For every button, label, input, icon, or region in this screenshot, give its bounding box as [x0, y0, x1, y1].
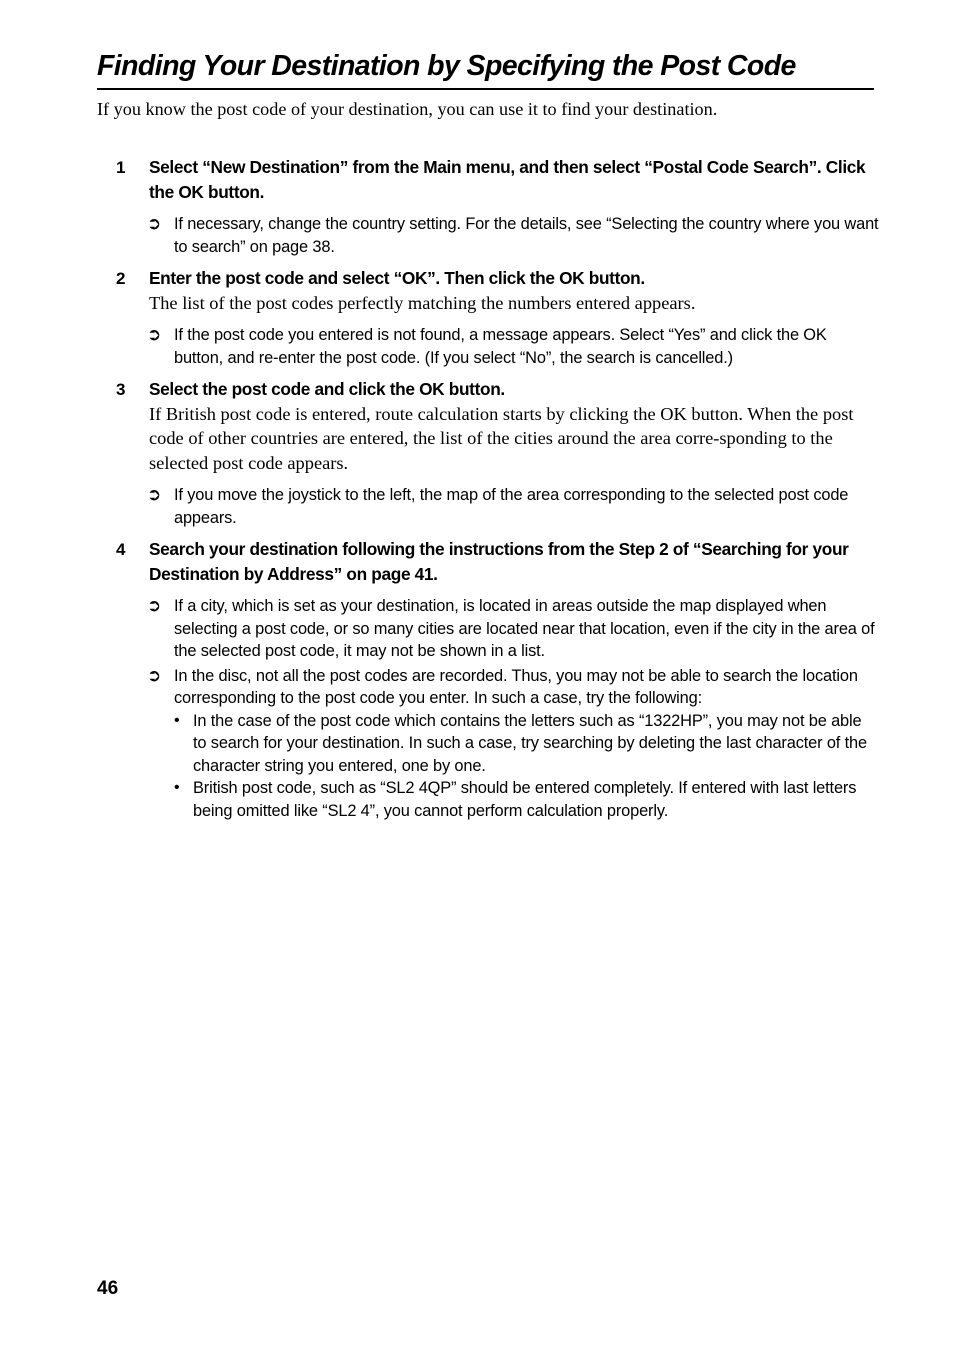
step-heading: Select the post code and click the OK button.: [149, 379, 505, 399]
list-item: [174, 710, 879, 778]
note-text: If you move the joystick to the left, the map of the area corresponding to the selected post code appears.: [174, 486, 849, 527]
note-text: [174, 665, 879, 823]
step-4: [0, 537, 954, 822]
note-text-body: In the disc, not all the post codes are recorded. Thus, you may not be able to search the location corresponding to the post code you enter. In such a case, try the following:: [174, 666, 858, 707]
right-hook-arrow-icon: ➲: [147, 485, 162, 505]
bullet-icon: •: [174, 711, 180, 729]
bullet-text: British post code, such as “SL2 4QP” should be entered completely. If entered with last letters being omitted like “SL2 4”, you cannot perform calculation properly.: [193, 779, 857, 820]
steps-list: [0, 154, 954, 830]
bullet-text: In the case of the post code which contains the letters such as “1322HP”, you may not be able to search for your destination. In such a case, try searching by deleting the last character of the character string you entered, one by one.: [193, 711, 867, 775]
note-text: If the post code you entered is not found, a message appears. Select “Yes” and click the OK button, and re-enter the post code. (If you select “No”, the search is cancelled.): [174, 326, 827, 367]
step-heading: Search your destination following the instructions from the Step 2 of “Searching for your Destination by Address” on page 41.: [149, 539, 849, 584]
page-title: Finding Your Destination by Specifying the Post Code: [97, 46, 874, 90]
note-text: If necessary, change the country setting. For the details, see “Selecting the country where you want to search” on page 38.: [174, 215, 879, 256]
step-2: [0, 266, 954, 369]
step-1: [0, 155, 954, 258]
step-number: 1: [116, 158, 126, 177]
step-number: 4: [116, 540, 126, 559]
step-3: [0, 377, 954, 529]
note: [149, 484, 879, 529]
right-hook-arrow-icon: ➲: [147, 596, 162, 616]
page-number: 46: [97, 1278, 119, 1299]
step-description: If British post code is entered, route calculation starts by clicking the OK button. When the post code of other countries are entered, the list of the cities around the area corre-sponding to the selected post code appears.: [149, 403, 854, 473]
right-hook-arrow-icon: ➲: [147, 214, 162, 234]
intro-paragraph: If you know the post code of your destination, you can use it to find your destination.: [97, 99, 718, 119]
note: [149, 324, 879, 369]
note: [149, 595, 879, 663]
bullet-icon: •: [174, 779, 180, 796]
step-number: 3: [116, 380, 126, 399]
step-heading: Select “New Destination” from the Main menu, and then select “Postal Code Search”. Click the OK button.: [149, 157, 866, 202]
right-hook-arrow-icon: ➲: [147, 325, 162, 345]
note: [149, 213, 879, 258]
note: [149, 665, 879, 823]
note-text: If a city, which is set as your destination, is located in areas outside the map displayed when selecting a post code, or so many cities are located near that location, even if the city in the area of the selected post code, it may not be shown in a list.: [174, 597, 875, 660]
bullet-list: [174, 710, 879, 823]
list-item: [174, 777, 879, 822]
step-number: 2: [116, 269, 126, 288]
step-heading: Enter the post code and select “OK”. Then click the OK button.: [149, 268, 645, 288]
step-description: The list of the post codes perfectly matching the numbers entered appears.: [149, 292, 696, 313]
right-hook-arrow-icon: ➲: [147, 665, 162, 686]
